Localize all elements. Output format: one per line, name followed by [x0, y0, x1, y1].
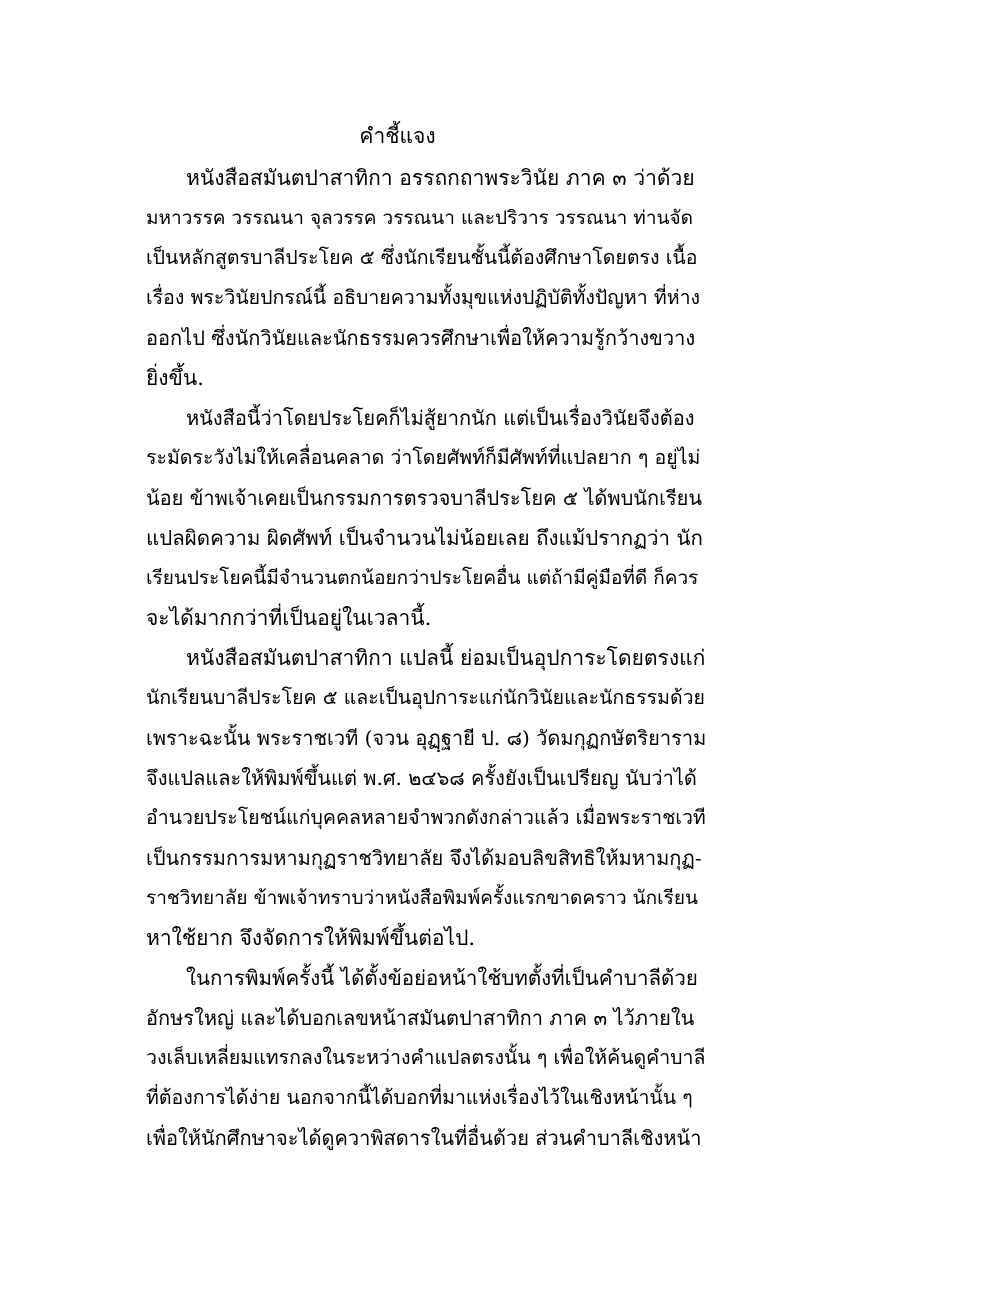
text-line: ออกไป ซึ่งนักวินัยและนักธรรมควรศึกษาเพื่อให้ความรู้กว้างขวาง — [146, 326, 696, 350]
text-line: เรื่อง พระวินัยปกรณ์นี้ อธิบายความทั้งมุขแห่งปฏิบัติทั้งปัญหา ที่ห่าง — [146, 286, 701, 309]
text-line: วงเล็บเหลี่ยมแทรกลงในระหว่างคำแปลตรงนั้น ๆ เพื่อให้ค้นดูคำบาลี — [146, 1046, 706, 1069]
text-line: เรียนประโยคนี้มีจำนวนตกน้อยกว่าประโยคอื่น แต่ถ้ามีคู่มือที่ดี ก็ควร — [146, 567, 699, 589]
body-text — [146, 158, 706, 1158]
text-line: หาใช้ยาก จึงจัดการให้พิมพ์ขึ้นต่อไป. — [146, 926, 476, 950]
text-line: นักเรียนบาลีประโยค ๕ และเป็นอุปการะแก่นักวินัยและนักธรรมด้วย — [146, 686, 705, 709]
text-line: ที่ต้องการได้ง่าย นอกจากนี้ได้บอกที่มาแห่งเรื่องไว้ในเชิงหน้านั้น ๆ — [146, 1086, 693, 1109]
text-line: ในการพิมพ์ครั้งนี้ ได้ตั้งข้อย่อหน้าใช้บทตั้งที่เป็นคำบาลีด้วย — [186, 966, 698, 990]
text-line: ระมัดระวังไม่ให้เคลื่อนคลาด ว่าโดยศัพท์ก็มีศัพท์ที่แปลยาก ๆ อยู่ไม่ — [146, 446, 701, 469]
text-line: แปลผิดความ ผิดศัพท์ เป็นจำนวนไม่น้อยเลย ถึงแม้ปรากฏว่า นัก — [146, 526, 703, 550]
text-line: จะได้มากกว่าที่เป็นอยู่ในเวลานี้. — [146, 606, 432, 630]
page-title: คำชี้แจง — [359, 124, 436, 148]
text-line: เพื่อให้นักศึกษาจะได้ดูควาพิสดารในที่อื่นด้วย ส่วนคำบาลีเชิงหน้า — [146, 1126, 702, 1150]
text-line: เป็นหลักสูตรบาลีประโยค ๕ ซึ่งนักเรียนชั้นนี้ต้องศึกษาโดยตรง เนื้อ — [146, 246, 698, 269]
text-line: น้อย ข้าพเจ้าเคยเป็นกรรมการตรวจบาลีประโยค ๕ ได้พบนักเรียน — [146, 486, 703, 510]
text-line: อักษรใหญ่ และได้บอกเลขหน้าสมันตปาสาทิกา ภาค ๓ ไว้ภายใน — [146, 1006, 695, 1030]
text-line: มหาวรรค วรรณนา จุลวรรค วรรณนา และปริวาร วรรณนา ท่านจัด — [146, 207, 693, 229]
text-line: ราชวิทยาลัย ข้าพเจ้าทราบว่าหนังสือพิมพ์ครั้งแรกขาดคราว นักเรียน — [146, 887, 698, 909]
text-line: ยิ่งขึ้น. — [146, 366, 204, 390]
text-line: อำนวยประโยชน์แก่บุคคลหลายจำพวกดังกล่าวแล้ว เมื่อพระราชเวที — [146, 806, 706, 829]
text-line: จึงแปลและให้พิมพ์ขึ้นแต่ พ.ศ. ๒๔๖๘ ครั้งยังเป็นเปรียญ นับว่าได้ — [146, 766, 697, 790]
text-line: หนังสือนี้ว่าโดยประโยคก็ไม่สู้ยากนัก แต่เป็นเรื่องวินัยจึงต้อง — [186, 406, 695, 430]
text-line: เพราะฉะนั้น พระราชเวที (จวน อุฏฺฐายี ป. ๘) วัดมกุฏกษัตริยาราม — [146, 726, 706, 750]
text-line: หนังสือสมันตปาสาทิกา อรรถกถาพระวินัย ภาค ๓ ว่าด้วย — [186, 166, 695, 190]
text-line: เป็นกรรมการมหามกุฏราชวิทยาลัย จึงได้มอบลิขสิทธิให้มหามกุฏ- — [146, 846, 702, 870]
text-line: หนังสือสมันตปาสาทิกา แปลนี้ ย่อมเป็นอุปการะโดยตรงแก่ — [186, 646, 706, 670]
